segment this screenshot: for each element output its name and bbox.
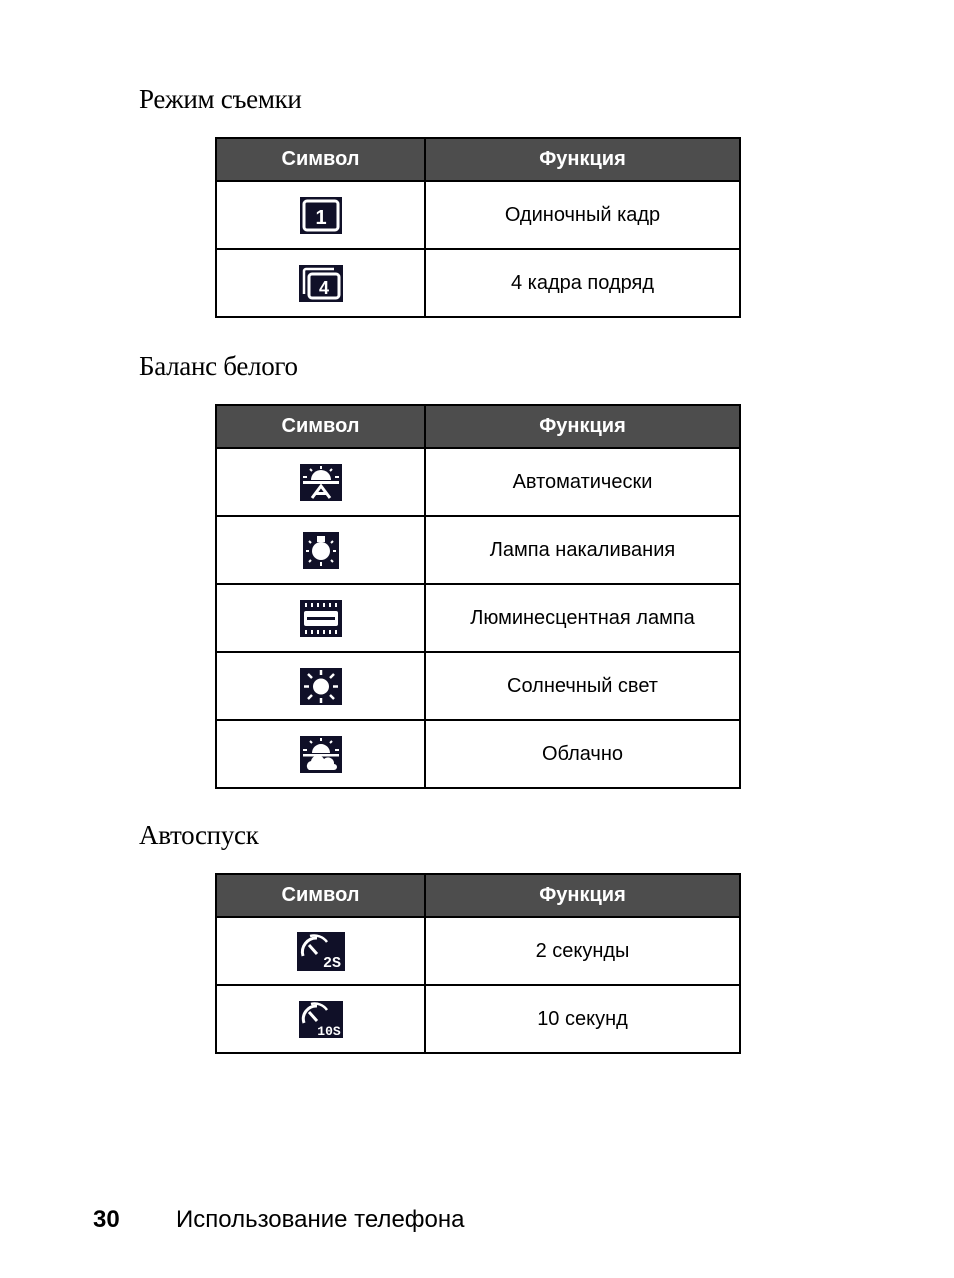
white-balance-table <box>215 404 741 789</box>
table-row <box>216 584 740 652</box>
table-row <box>216 652 740 720</box>
symbol-cell <box>216 448 425 516</box>
table-row <box>216 181 740 249</box>
function-cell: Облачно <box>425 720 740 788</box>
function-column-header: Функция <box>425 405 740 448</box>
svg-text:4: 4 <box>318 277 329 298</box>
wb-incandescent-icon <box>303 532 339 569</box>
timer-2s-icon <box>297 932 345 971</box>
table-row <box>216 516 740 584</box>
section-title-shooting-mode: Режим съемки <box>139 84 302 114</box>
table-row <box>216 448 740 516</box>
function-cell: Лампа накаливания <box>425 516 740 584</box>
self-timer-table <box>215 873 741 1054</box>
burst-4-frames-icon <box>299 265 343 302</box>
svg-text:1: 1 <box>314 206 327 229</box>
symbol-cell <box>216 985 425 1053</box>
table-row <box>216 917 740 985</box>
symbol-column-header: Символ <box>216 138 425 181</box>
table-row <box>216 249 740 317</box>
symbol-column-header: Символ <box>216 405 425 448</box>
wb-sunny-icon <box>300 668 342 705</box>
table-row <box>216 985 740 1053</box>
table-row <box>216 720 740 788</box>
single-frame-icon <box>300 197 342 234</box>
wb-auto-icon <box>300 464 342 501</box>
function-cell: 10 секунд <box>425 985 740 1053</box>
svg-text:2S: 2S <box>322 954 341 971</box>
symbol-cell <box>216 516 425 584</box>
symbol-cell <box>216 181 425 249</box>
function-cell: Люминесцентная лампа <box>425 584 740 652</box>
chapter-title: Использование телефона <box>176 1206 465 1233</box>
function-cell: 4 кадра подряд <box>425 249 740 317</box>
symbol-cell <box>216 917 425 985</box>
function-cell: Солнечный свет <box>425 652 740 720</box>
table-header-row <box>216 874 740 917</box>
section-title-white-balance: Баланс белого <box>139 351 298 381</box>
function-cell: 2 секунды <box>425 917 740 985</box>
wb-fluorescent-icon <box>300 600 342 637</box>
section-title-self-timer: Автоспуск <box>139 820 259 850</box>
function-cell: Одиночный кадр <box>425 181 740 249</box>
shooting-mode-table <box>215 137 741 318</box>
wb-cloudy-icon <box>300 736 342 773</box>
function-column-header: Функция <box>425 874 740 917</box>
page-number: 30 <box>93 1206 120 1233</box>
symbol-cell <box>216 652 425 720</box>
table-header-row <box>216 138 740 181</box>
symbol-column-header: Символ <box>216 874 425 917</box>
function-column-header: Функция <box>425 138 740 181</box>
function-cell: Автоматически <box>425 448 740 516</box>
symbol-cell <box>216 720 425 788</box>
symbol-cell <box>216 584 425 652</box>
symbol-cell <box>216 249 425 317</box>
timer-10s-icon <box>299 1001 343 1038</box>
table-header-row <box>216 405 740 448</box>
svg-text:10S: 10S <box>316 1023 341 1038</box>
